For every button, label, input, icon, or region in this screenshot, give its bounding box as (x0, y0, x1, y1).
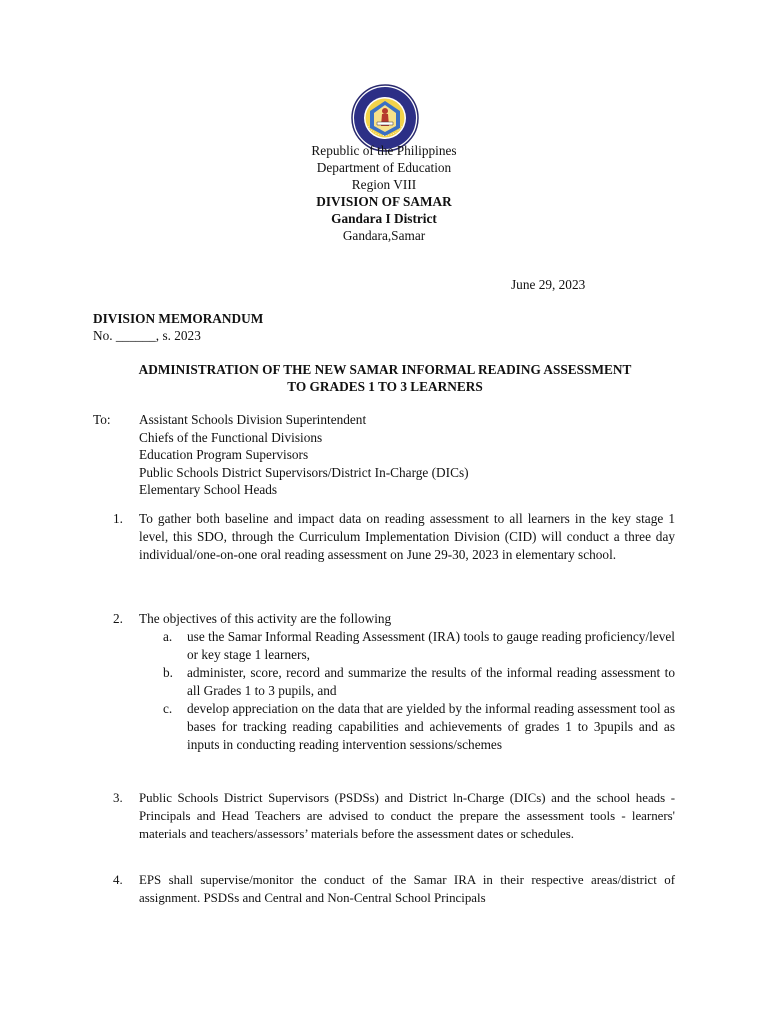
item-number: 1. (113, 511, 123, 526)
subject-line-1: ADMINISTRATION OF THE NEW SAMAR INFORMAL READING ASSESSMENT (138, 362, 632, 377)
memo-item-3 (113, 789, 675, 843)
memo-heading (93, 310, 263, 344)
memo-title: DIVISION MEMORANDUM (93, 311, 264, 326)
memo-subject (93, 361, 677, 395)
memo-date: June 29, 2023 (511, 277, 586, 292)
item-text: To gather both baseline and impact data on reading assessment to all learners in the key stage 1 level, this SDO, through the Curriculum Implementation Division (CID) will conduct a three day individual/one-on-one oral reading assessment on June 29-30, 2023 in elementary school. (139, 511, 675, 562)
subject-line-2: TO GRADES 1 TO 3 LEARNERS (287, 379, 483, 394)
subitem-letter: b. (163, 665, 173, 680)
item-text: The objectives of this activity are the following (139, 611, 392, 626)
item-number: 4. (113, 873, 123, 887)
subitem-text: develop appreciation on the data that are yielded by the informal reading assessment tool as bases for tracking reading capabilities and achievements of grades 1 to 3pupils and as inputs in conducting reading intervention sessions/schemes (187, 701, 675, 752)
letterhead-district: Gandara I District (331, 211, 437, 226)
item-text: Public Schools District Supervisors (PSDSs) and District ln-Charge (DICs) and the school heads - Principals and Head Teachers are advised to conduct the prepare the assessment tools - learners' materials and teachers/assessors’ materials before the assessment dates or schedules. (139, 791, 675, 841)
letterhead-division: DIVISION OF SAMAR (316, 194, 452, 209)
recipient-list (139, 411, 469, 499)
subitem-text: use the Samar Informal Reading Assessment (IRA) tools to gauge reading proficiency/level or key stage 1 learners, (187, 629, 675, 662)
item-number: 2. (113, 611, 123, 626)
recipient-item: Public Schools District Supervisors/District In-Charge (DICs) (139, 464, 469, 480)
subitem-letter: a. (163, 629, 173, 644)
memo-item-2 (113, 610, 675, 754)
to-label: To: (93, 412, 111, 427)
recipient-item: Elementary School Heads (139, 482, 278, 497)
memo-item-1 (113, 510, 675, 564)
letterhead-department: Department of Education (316, 160, 452, 175)
letterhead-republic: Republic of the Philippines (311, 143, 457, 158)
letterhead-location: Gandara,Samar (342, 228, 426, 243)
item-text: EPS shall supervise/monitor the conduct of the Samar IRA in their respective areas/district of assignment. PSDSs and Central and Non-Central School Principals (139, 873, 675, 905)
recipient-item: Chiefs of the Functional Divisions (139, 429, 323, 445)
letterhead-region: Region VIII (351, 177, 417, 192)
item-number: 3. (113, 791, 123, 805)
subitem-a (163, 628, 675, 664)
memo-item-4 (113, 871, 675, 907)
subitem-c (163, 700, 675, 754)
subitem-letter: c. (163, 701, 173, 716)
subitem-text: administer, score, record and summarize the results of the informal reading assessment to all Grades 1 to 3 pupils, and (187, 665, 675, 698)
recipient-item: Education Program Supervisors (139, 447, 309, 462)
recipient-item: Assistant Schools Division Superintendent (139, 412, 367, 427)
letterhead (0, 142, 768, 244)
memo-number: No. ______, s. 2023 (93, 328, 201, 343)
subitem-b (163, 664, 675, 700)
